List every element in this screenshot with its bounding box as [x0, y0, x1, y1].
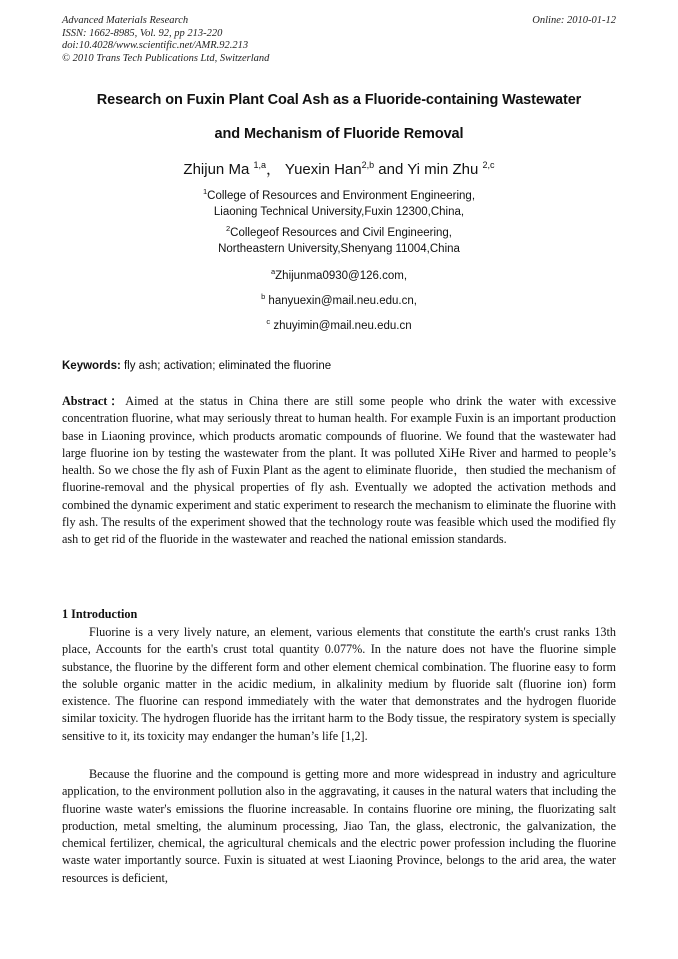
affiliation-text: Collegeof Resources and Civil Engineering, — [230, 227, 452, 239]
affiliation-mark: 1 — [202, 187, 208, 196]
copyright-line: © 2010 Trans Tech Publications Ltd, Switzerland — [62, 52, 270, 64]
introduction-paragraph-2: Because the fluorine and the compound is getting more and more widespread in industry and agriculture application, to the environment pollution also in the aggravating, it causes in the natural waters that including the fluorine waste water's emissions the fluorine increasable. In contains fluorine ore mining, the fluorizating salt production, metal smelting, the aluminum processing, Jiao Tan, the glass, electronic, the galvanization, the chemical fertilizer, chemical, the agricultural chemicals and the electric power profession including the fluorine waste water importantly source. Fuxin is situated at west Liaoning Province, belongs to the arid area, the water resources is deficient, — [62, 767, 616, 885]
paper-title-line-1: Research on Fuxin Plant Coal Ash as a Fluoride-containing Wastewater — [96, 92, 582, 108]
author-separator: and — [374, 161, 408, 178]
author-name: Yuexin Han — [284, 161, 362, 178]
affiliation-2-line-1 — [40, 224, 638, 239]
abstract-text: Aimed at the status in China there are still some people who drink the water with excessive concentration fluorine, what may seriously threat to human health. For example Fuxin is an important production base in Liaoning province, which products aromatic compounds of fluorine. We found that the wastewater had large fluorine ion by testing the wastewater from the plant. It was polluted XiHe River and harmed to people’s health. So we chose the fly ash of Fuxin Plant as the agent to eliminate fluoride，then studied the mechanism of fluorine-removal and the physical properties of fly ash. Eventually we adopted the activation methods and combined the dynamic experiment and static experiment to research the mechanism to eliminate the fluorine with fly ash. The results of the experiment showed that the technology route was feasible which used the modified fly ash to get rid of the fluoride in the wastewater and reached the national emission standards. — [62, 394, 617, 547]
doi-line: doi:10.4028/www.scientific.net/AMR.92.213 — [62, 40, 249, 51]
keywords-label: Keywords: — [62, 360, 121, 372]
affiliation-2-line-2: Northeastern University,Shenyang 11004,China — [218, 243, 460, 255]
affiliation-text: College of Resources and Environment Engineering, — [207, 190, 476, 202]
keywords-line — [62, 360, 616, 372]
email-b — [40, 292, 638, 307]
abstract-label: Abstract： — [62, 394, 126, 408]
author-affiliation-mark: 2,b — [361, 160, 375, 170]
online-date: Online: 2010-01-12 — [532, 15, 616, 26]
author-name: Zhijun Ma — [183, 161, 254, 178]
author-separator: ， — [265, 161, 281, 178]
author-list — [40, 158, 638, 179]
abstract-paragraph — [62, 393, 616, 549]
affiliation-mark: 2 — [226, 224, 231, 233]
author-affiliation-mark: 2,c — [482, 160, 495, 170]
author-name: Yi min Zhu — [407, 161, 483, 178]
author-affiliation-mark: 1,a — [253, 160, 266, 170]
affiliation-1-line-2: Liaoning Technical University,Fuxin 12300,China, — [213, 206, 465, 218]
introduction-paragraph-1: Fluorine is a very lively nature, an element, various elements that constitute the earth's crust ranks 13th place, Accounts for the earth's crust total quantity 0.077%. In the nature does not have the fluorine simple substance, the fluorine by the different form and other element chemical combination. The fluorine easy to form the soluble organic matter in the acidic medium, in alkalinity medium by fluoride salt (fluorine ion) form existence. The fluorine can respond immediately with the water that demonstrates and the hydrogen fluoride similar toxicity. The hydrogen fluoride has the irritant harm to the Body tissue, the respiratory system is specially sensitive to it, its toxicity may endanger the human’s life [1,2]. — [62, 625, 616, 743]
email-c — [40, 317, 638, 332]
email-text: zhuyimin@mail.neu.edu.cn — [270, 320, 412, 332]
issn-line: ISSN: 1662-8985, Vol. 92, pp 213-220 — [62, 27, 223, 39]
email-text: Zhijunma0930@126.com, — [275, 270, 408, 282]
journal-name: Advanced Materials Research — [62, 15, 189, 26]
email-a — [40, 267, 638, 282]
journal-header — [62, 15, 616, 65]
affiliation-1-line-1 — [40, 187, 638, 202]
paper-title-line-2: and Mechanism of Fluoride Removal — [214, 126, 464, 142]
section-heading-introduction: 1 Introduction — [62, 607, 138, 621]
email-mark: a — [270, 267, 276, 276]
email-text: hanyuexin@mail.neu.edu.cn, — [265, 295, 417, 307]
email-mark: b — [261, 292, 266, 301]
keywords-text: fly ash; activation; eliminated the fluorine — [120, 360, 332, 372]
email-mark: c — [266, 317, 271, 326]
